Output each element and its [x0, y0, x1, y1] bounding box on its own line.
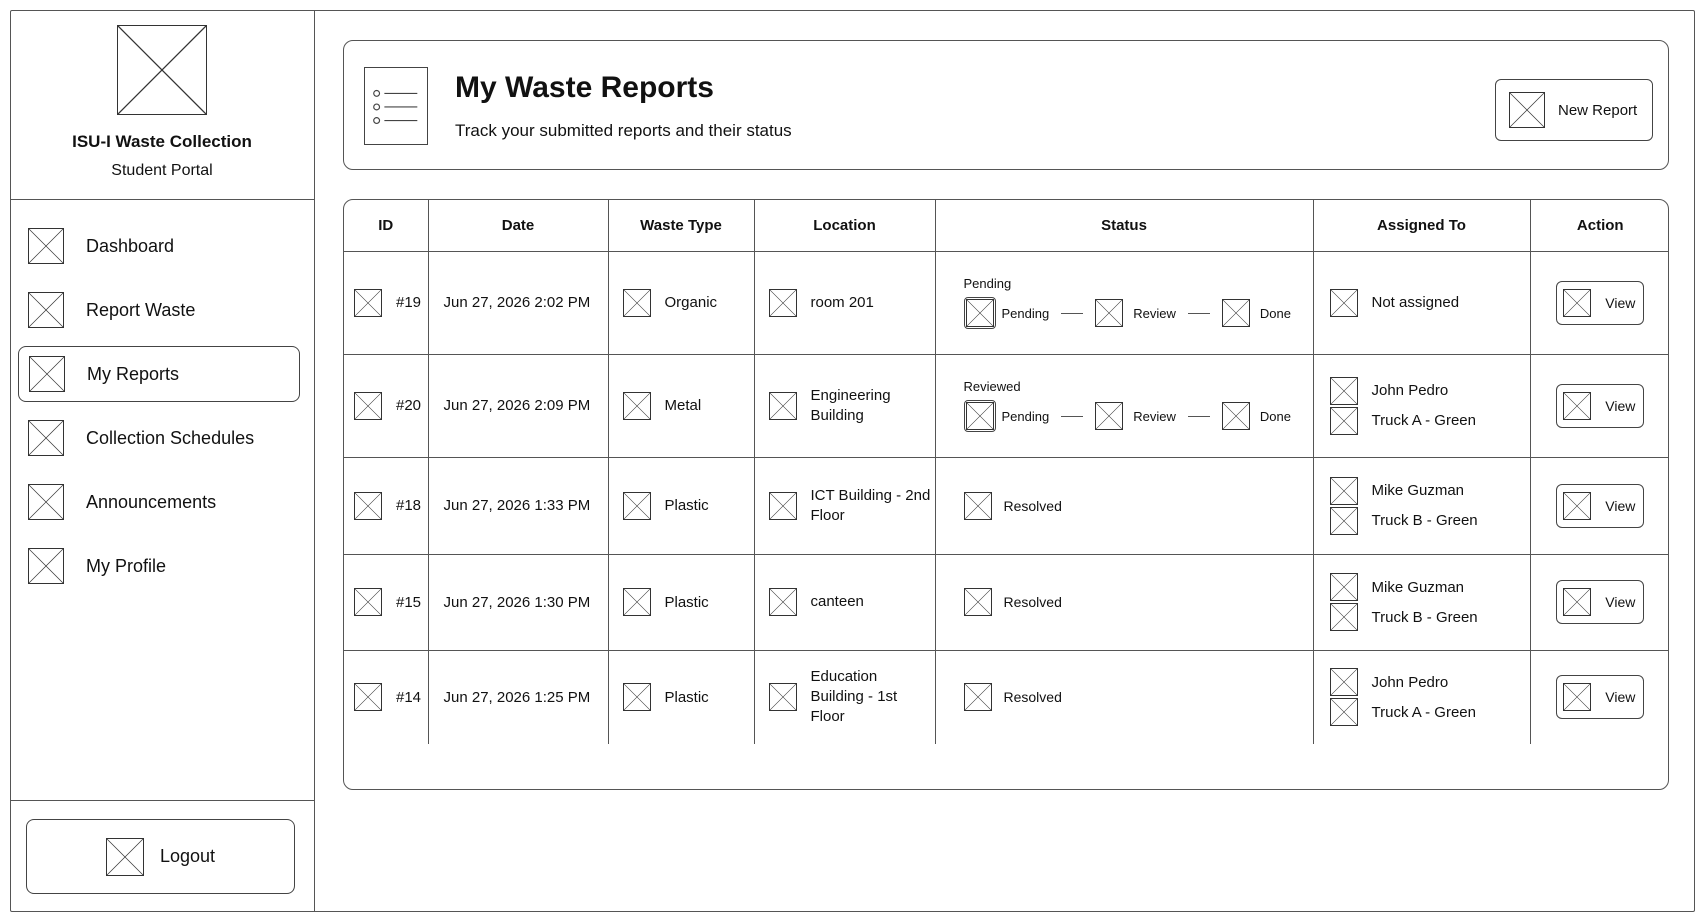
sidebar-nav — [10, 200, 314, 594]
new-report-button[interactable] — [1495, 79, 1653, 141]
truck — [1330, 406, 1530, 436]
location-icon — [769, 392, 797, 420]
truck-icon — [1330, 603, 1358, 631]
report-date-text: Jun 27, 2026 1:33 PM — [443, 497, 591, 514]
logout-button[interactable] — [26, 819, 295, 894]
reports-table-card — [343, 199, 1669, 790]
logout-area — [10, 800, 315, 912]
step-connector — [1061, 313, 1083, 314]
step-connector — [1061, 416, 1083, 417]
waste-type — [609, 588, 754, 616]
status-steps — [964, 400, 1313, 432]
truck — [1330, 506, 1530, 536]
status-label: Resolved — [1003, 594, 1062, 610]
view-label: View — [1605, 497, 1636, 514]
waste-type-icon — [623, 683, 651, 711]
table-header-row — [344, 200, 1669, 251]
report-id — [344, 492, 428, 520]
report-id-text: #20 — [396, 397, 422, 414]
location — [755, 386, 935, 426]
location-text: canteen — [810, 593, 864, 610]
step-done-icon — [1222, 299, 1250, 327]
logout-icon — [106, 838, 144, 876]
location-icon — [769, 289, 797, 317]
sidebar-item-label: Dashboard — [86, 235, 175, 256]
status-progress — [936, 276, 1313, 329]
view-button[interactable] — [1556, 281, 1644, 325]
person-icon — [1330, 289, 1358, 317]
waste-type-icon — [623, 289, 651, 317]
assigned-to — [1314, 476, 1530, 536]
status-resolved — [936, 492, 1313, 520]
truck — [1330, 602, 1530, 632]
step-label: Done — [1259, 408, 1291, 424]
brand-title: ISU-I Waste Collection — [72, 132, 252, 151]
step-pending — [964, 297, 996, 329]
column-header-location[interactable]: Location — [754, 200, 935, 251]
assignee — [1330, 476, 1530, 506]
assigned-to — [1314, 572, 1530, 632]
waste-type-icon — [623, 392, 651, 420]
report-icon — [354, 289, 382, 317]
step-label: Pending — [1001, 305, 1050, 321]
sidebar-item-collection-schedules[interactable] — [18, 410, 300, 466]
sidebar-item-announcements[interactable] — [18, 474, 300, 530]
status-resolved — [936, 588, 1313, 616]
column-header-action: Action — [1530, 200, 1669, 251]
status-label: Reviewed — [963, 379, 1021, 394]
location-text: Engineering Building — [810, 386, 891, 424]
page-subtitle: Track your submitted reports and their status — [455, 121, 792, 140]
step-pending-icon — [966, 402, 994, 430]
column-header-id[interactable]: ID — [344, 200, 428, 251]
truck-name: Truck A - Green — [1371, 703, 1476, 721]
view-icon — [1563, 392, 1591, 420]
step-pending — [964, 400, 996, 432]
waste-type-icon — [623, 588, 651, 616]
sidebar-item-label: My Reports — [87, 363, 180, 384]
report-icon — [354, 588, 382, 616]
report-id-text: #14 — [396, 688, 422, 706]
profile-icon — [28, 548, 64, 584]
location-text: ICT Building - 2nd Floor — [810, 486, 931, 524]
sidebar-item-label: Announcements — [86, 491, 217, 512]
sidebar-item-report-waste[interactable] — [18, 282, 300, 338]
report-id — [344, 392, 428, 420]
location — [755, 588, 935, 616]
report-date-text: Jun 27, 2026 1:25 PM — [443, 688, 591, 706]
status-resolved — [936, 683, 1313, 711]
report-id — [344, 289, 428, 317]
step-label: Pending — [1001, 408, 1050, 424]
logo-icon — [117, 25, 207, 115]
location-icon — [769, 492, 797, 520]
view-icon — [1563, 683, 1591, 711]
status-label: Resolved — [1003, 689, 1062, 706]
step-done-icon — [1222, 402, 1250, 430]
resolved-icon — [964, 683, 992, 711]
step-label: Done — [1259, 305, 1291, 321]
megaphone-icon — [28, 484, 64, 520]
person-icon — [1330, 377, 1358, 405]
column-header-status[interactable]: Status — [935, 200, 1313, 251]
sidebar-item-my-profile[interactable] — [18, 538, 300, 594]
resolved-icon — [964, 492, 992, 520]
step-pending-icon — [966, 299, 994, 327]
waste-type-text: Metal — [664, 397, 702, 414]
assignee-name: John Pedro — [1371, 673, 1449, 691]
assigned-to — [1314, 288, 1530, 318]
table-row — [344, 457, 1669, 554]
view-label: View — [1605, 594, 1636, 610]
column-header-waste-type[interactable]: Waste Type — [608, 200, 754, 251]
location-text: room 201 — [810, 293, 874, 311]
view-label: View — [1605, 689, 1636, 706]
step-label: Review — [1133, 305, 1176, 321]
step-review-icon — [1095, 402, 1123, 430]
report-icon — [354, 492, 382, 520]
sidebar-item-label: Report Waste — [86, 299, 196, 320]
assignee-name: Not assigned — [1371, 294, 1460, 311]
person-icon — [1330, 573, 1358, 601]
waste-type-icon — [623, 492, 651, 520]
logout-label: Logout — [159, 846, 216, 866]
view-button[interactable] — [1556, 675, 1644, 719]
column-header-assigned-to[interactable]: Assigned To — [1313, 200, 1530, 251]
report-waste-icon — [28, 292, 64, 328]
truck-icon — [1330, 698, 1358, 726]
sidebar-item-dashboard[interactable] — [18, 218, 300, 274]
assigned-to — [1314, 667, 1530, 727]
assignee-name: Mike Guzman — [1371, 578, 1465, 596]
truck-icon — [1330, 507, 1358, 535]
location — [755, 667, 935, 727]
view-icon — [1563, 588, 1591, 616]
assignee — [1330, 667, 1530, 697]
truck-name: Truck A - Green — [1371, 412, 1476, 429]
truck — [1330, 697, 1530, 727]
assignee — [1330, 288, 1530, 318]
view-icon — [1563, 289, 1591, 317]
reports-table — [344, 200, 1669, 744]
view-button[interactable] — [1556, 580, 1644, 624]
page-title: My Waste Reports — [455, 71, 714, 104]
waste-type — [609, 289, 754, 317]
person-icon — [1330, 668, 1358, 696]
resolved-icon — [964, 588, 992, 616]
location-icon — [769, 588, 797, 616]
person-icon — [1330, 477, 1358, 505]
step-label: Review — [1133, 408, 1176, 424]
report-icon — [354, 683, 382, 711]
sidebar-item-label: My Profile — [86, 555, 167, 576]
status-label: Resolved — [1003, 497, 1062, 514]
report-date — [429, 594, 608, 611]
column-header-date[interactable]: Date — [428, 200, 608, 251]
view-button[interactable] — [1556, 484, 1644, 528]
sidebar-item-label: Collection Schedules — [86, 427, 255, 448]
report-id-text: #19 — [396, 294, 422, 311]
waste-type-text: Organic — [664, 294, 718, 311]
report-date-text: Jun 27, 2026 2:09 PM — [443, 397, 591, 414]
brand-subtitle: Student Portal — [111, 162, 213, 179]
report-date-text: Jun 27, 2026 1:30 PM — [443, 593, 591, 611]
report-date — [429, 689, 608, 706]
sidebar — [10, 10, 315, 912]
location-icon — [769, 683, 797, 711]
report-id — [344, 683, 428, 711]
report-date-text: Jun 27, 2026 2:02 PM — [443, 294, 591, 311]
report-date — [429, 497, 608, 514]
status-progress — [936, 379, 1313, 432]
report-icon — [354, 392, 382, 420]
step-connector — [1188, 313, 1210, 314]
status-label: Pending — [963, 276, 1012, 291]
location — [755, 486, 935, 526]
report-id — [344, 588, 428, 616]
status-steps — [964, 297, 1313, 329]
assigned-to — [1314, 376, 1530, 436]
assignee — [1330, 572, 1530, 602]
assignee-name: John Pedro — [1371, 382, 1449, 399]
sidebar-item-my-reports[interactable] — [18, 346, 300, 402]
step-connector — [1188, 416, 1210, 417]
table-row — [344, 554, 1669, 650]
waste-type-text: Plastic — [664, 497, 709, 514]
location — [755, 289, 935, 317]
assignee — [1330, 376, 1530, 406]
report-date — [429, 397, 608, 414]
waste-type-text: Plastic — [664, 688, 709, 706]
view-button[interactable] — [1556, 384, 1644, 428]
table-row — [344, 251, 1669, 354]
dashboard-icon — [28, 228, 64, 264]
truck-name: Truck B - Green — [1371, 608, 1478, 626]
report-list-icon — [364, 67, 428, 145]
step-review-icon — [1095, 299, 1123, 327]
calendar-icon — [28, 420, 64, 456]
add-report-icon — [1509, 92, 1545, 128]
my-reports-icon — [29, 356, 65, 392]
brand — [10, 10, 314, 200]
new-report-label: New Report — [1558, 101, 1638, 119]
page-header — [343, 40, 1669, 170]
view-label: View — [1605, 397, 1636, 414]
location-text: Education Building - 1st Floor — [810, 668, 898, 726]
view-label: View — [1605, 294, 1636, 311]
report-date — [429, 294, 608, 311]
waste-type — [609, 683, 754, 711]
waste-type — [609, 392, 754, 420]
report-id-text: #15 — [396, 593, 422, 611]
table-row — [344, 354, 1669, 457]
report-id-text: #18 — [396, 497, 422, 514]
truck-icon — [1330, 407, 1358, 435]
assignee-name: Mike Guzman — [1371, 482, 1465, 499]
truck-name: Truck B - Green — [1371, 512, 1478, 529]
view-icon — [1563, 492, 1591, 520]
waste-type — [609, 492, 754, 520]
table-row — [344, 650, 1669, 744]
waste-type-text: Plastic — [664, 593, 709, 611]
